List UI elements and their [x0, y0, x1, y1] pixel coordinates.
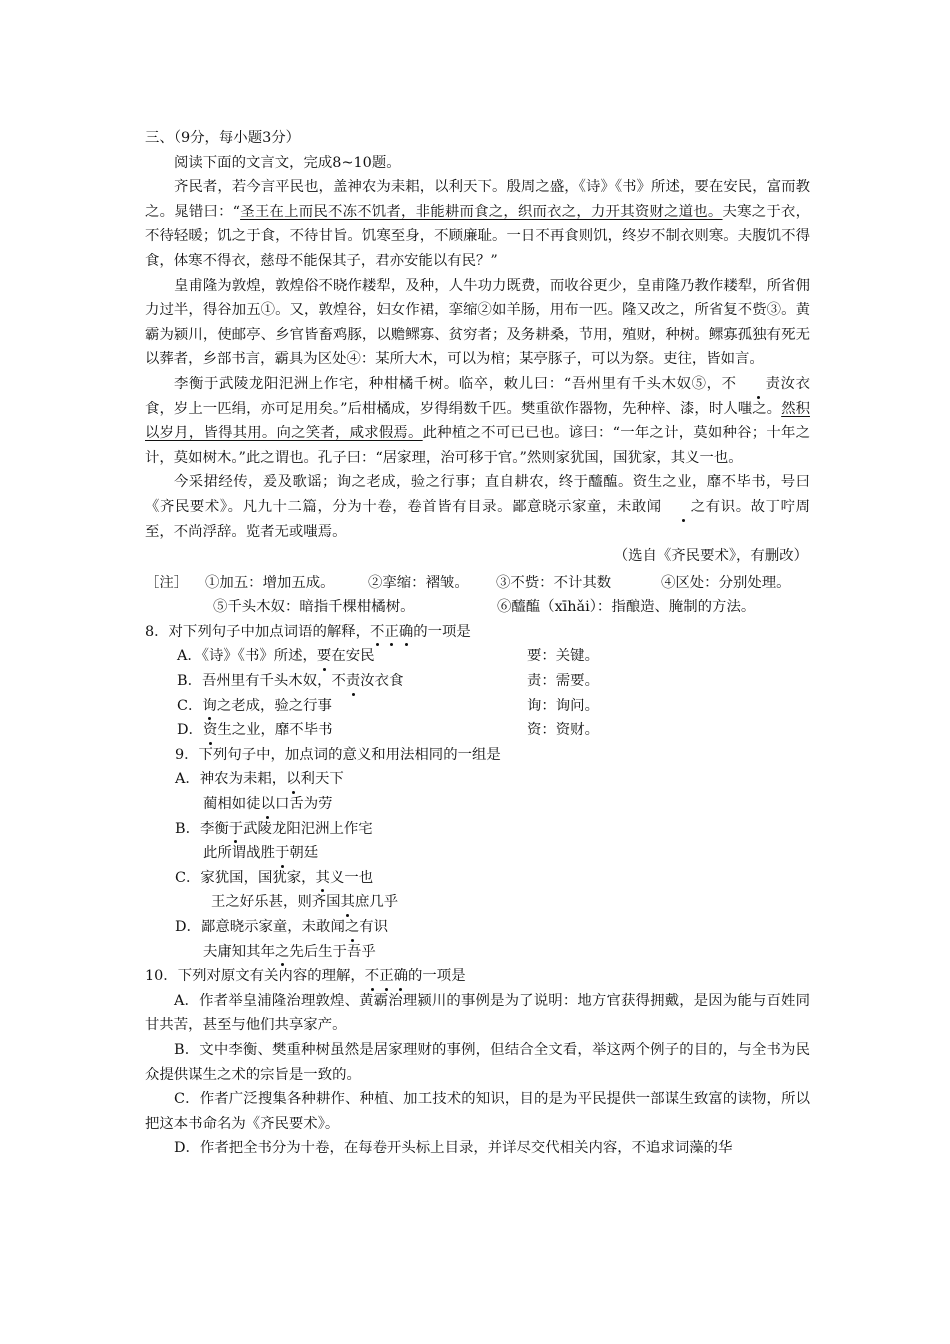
q9-option-c-1	[145, 866, 810, 891]
underlined-sentence-1: 圣王在上而民不冻不饥者，非能耕而食之，织而衣之，力开其资财之道也。	[240, 203, 723, 220]
q8-option-d-text	[177, 718, 527, 743]
q9-option-c-2	[145, 890, 810, 915]
text-run: 口舌为劳	[274, 796, 333, 813]
q8-option-c	[145, 694, 810, 719]
note-2: ②挛缩：褶皱。	[368, 574, 469, 591]
text-run: A．神农为耒耜，	[175, 771, 287, 788]
dotted-word: 正	[379, 964, 393, 989]
q8-option-c-text	[177, 694, 527, 719]
note-6: ⑥醯醢（xīhǎi）：指酿造、腌制的方法。	[497, 599, 756, 616]
dotted-word: 确	[399, 620, 413, 645]
q10-option-a: A．作者举皇浦隆治理敦煌、黄霸治理颍川的事例是为了说明：地方官获得拥戴，是因为能与百姓同甘共苦，甚至与他们共享家产。	[145, 992, 810, 1034]
q9-option-a-1	[145, 767, 810, 792]
text-run: 齐民者，若今言平民也，盖神农为耒耜，以利天下。殷周之盛，《诗》《书》所述，要在安民，富而教之。晁错曰：“	[145, 179, 810, 220]
text-run: 夫寒之于衣，不待轻暖；饥之于食，不待甘旨。饥寒至身，不顾廉耻。一日不再食则饥，终岁不制衣则寒。夫腹饥不得食，体寒不得衣，慈母不能保其子，君亦安能以有民？”	[145, 203, 810, 269]
q8-option-a-text	[177, 644, 527, 669]
q8-stem	[145, 620, 810, 645]
text-run: 庶几乎	[354, 894, 399, 911]
text-run: 汝衣食	[360, 673, 404, 690]
q9-option-d-1	[145, 915, 810, 940]
text-run: 李衡于武陵龙阳汜洲上作宅，种柑橘千树。临卒，敕儿曰：“吾州里有千头木奴⑤，不	[174, 375, 737, 392]
note-4: ④区处：分别处理。	[661, 574, 791, 591]
text-run: 武陵龙阳汜洲上作宅	[243, 820, 373, 837]
text-run: 夫庸知其年	[203, 943, 275, 960]
text-run: 有识。故丁咛周至，不尚浮辞。览者无或嗤焉。	[145, 498, 810, 540]
q8-option-d	[145, 718, 810, 743]
dotted-word: 以	[261, 792, 275, 817]
dotted-word: 以	[286, 767, 300, 792]
q10-stem	[145, 964, 810, 989]
dotted-word: 责	[346, 669, 360, 694]
passage-paragraph-2: 皇甫隆为敦煌，敦煌俗不晓作耧犁，及种，人牛功力既费，而收谷更少，皇甫隆乃教作耧犁，所省佣力过半，得谷加五①。又，敦煌谷，妇女作裙，挛缩②如羊肠，用布一匹。隆又改之，所省复不赀③。黄霸为颍川，使邮亭、乡官皆畜鸡豚，以赡鳏寡、贫穷者；及务耕桑，节用，殖财，种树。鳏寡孤独有死无以葬者，乡部书言，霸具为区处④：某所大木，可以为棺；某亭豚子，可以为祭。吏往，皆如言。	[145, 277, 810, 368]
text-run: 的一项是	[408, 968, 466, 985]
dotted-word: 责	[737, 372, 780, 397]
text-run: 在安民	[331, 648, 375, 665]
text-run: 蔺相如徒	[203, 796, 261, 813]
q8-option-b-gloss: 责：需要。	[527, 673, 599, 690]
q8-option-a	[145, 644, 810, 669]
dotted-word: 要	[317, 644, 331, 669]
q8-option-d-gloss: 资：资财。	[527, 722, 599, 739]
text-run: 8．对下列句子中加点词语的解释，	[145, 623, 371, 640]
q10-option-c: C．作者广泛搜集各种耕作、种植、加工技术的知识，目的是为平民提供一部谋生致富的读物，所以把这本书命名为《齐民要术》。	[145, 1091, 810, 1132]
text-run: D．鄙意晓示家童，未敢闻	[175, 919, 345, 935]
notes	[145, 571, 810, 620]
passage-paragraph-3	[145, 372, 810, 470]
text-run: 汝衣食，岁上一匹绢，亦可足用矣。”后柑橘成，岁得绢数千匹。樊重欲作器物，先种梓、漆，时人嗤之。	[145, 375, 810, 417]
dotted-word: 询	[202, 694, 216, 719]
dotted-word: 不	[365, 964, 379, 989]
text-run: B．李衡	[175, 820, 229, 837]
text-run: 有识	[359, 919, 389, 935]
q9-option-a-2	[145, 792, 810, 817]
dotted-word: 其	[341, 890, 355, 915]
text-run: 此种植之不可已已也。谚曰：“一年之计，莫如种谷；十年之计，莫如树木。”此之谓也。孔子曰：“居家理，治可移于官。”然则家犹国，国犹家，其义一也。	[145, 425, 810, 466]
text-run: 义一也	[329, 869, 374, 886]
q8-option-c-gloss: 询：询问。	[527, 697, 599, 714]
text-run: C．家犹国，国犹家，	[175, 869, 316, 886]
notes-row-2	[145, 595, 810, 620]
q9-option-b-1	[145, 817, 810, 842]
text-run: C．	[177, 697, 203, 714]
dotted-word: 确	[394, 964, 408, 989]
text-run: 朝廷	[289, 845, 319, 862]
text-run: 今采捃经传，爰及歌谣；询之老成，验之行事；直自耕农，终于醯醢。资生之业，靡不毕书，号曰《齐民要术》。凡九十二篇，分为十卷，卷首皆有目录。鄙意晓示家童，未敢闻	[145, 474, 810, 515]
text-run: D．	[177, 722, 203, 739]
notes-label: ［注］	[145, 574, 189, 591]
text-run: 利天下	[300, 771, 344, 788]
text-run: 10．下列对原文有关内容的理解，	[145, 968, 365, 985]
dotted-word: 于	[275, 841, 289, 866]
q9-stem: 9．下列句子中，加点词的意义和用法相同的一组是	[175, 746, 501, 763]
section-instruction: 阅读下面的文言文，完成8~10题。	[174, 154, 401, 171]
q8-option-b	[145, 669, 810, 694]
q8-option-b-text	[177, 669, 527, 694]
notes-row-1	[145, 571, 810, 596]
dotted-word: 资	[203, 718, 217, 743]
exam-page	[145, 126, 810, 1161]
note-5: ⑤千头木奴：暗指千棵柑橘树。	[213, 599, 415, 616]
note-3: ③不赀：不计其数	[496, 574, 612, 591]
text-run: 之老成，验之行事	[216, 697, 332, 714]
text-run: 的一项是	[413, 623, 471, 640]
text-run: B．吾州里有千头木奴，不	[177, 673, 346, 690]
q9-option-b-2	[145, 841, 810, 866]
notes-spacer	[145, 595, 213, 620]
underlined-sentence-2: 然积以岁月，皆得其用。向之笑者，咸求假焉。	[145, 400, 810, 442]
dotted-word: 不	[370, 620, 384, 645]
q10-option-b: B．文中李衡、樊重种树虽然是居家理财的事例，但结合全文看，举这两个例子的目的，与全书为民众提供谋生之术的宗旨是一致的。	[145, 1041, 810, 1083]
dotted-word: 正	[384, 620, 398, 645]
dotted-word: 其	[316, 866, 330, 891]
q10-option-d: D．作者把全书分为十卷，在每卷开头标上目录，并详尽交代相关内容，不追求词藻的华	[174, 1140, 733, 1157]
section-heading: 三、（9分，每小题3分）	[145, 130, 301, 146]
text-run: 王之好乐甚，则齐国	[211, 894, 341, 911]
dotted-word: 之	[275, 940, 289, 965]
note-1: ①加五：增加五成。	[205, 574, 335, 591]
passage-paragraph-4	[145, 470, 810, 544]
q8-option-a-gloss: 要：关键。	[527, 648, 599, 665]
text-run: 生之业，靡不毕书	[217, 722, 333, 739]
passage-source: （选自《齐民要术》，有删改）	[613, 548, 808, 565]
dotted-word: 之	[662, 495, 705, 520]
text-run: 先后生于吾乎	[289, 943, 376, 960]
dotted-word: 于	[229, 817, 243, 842]
text-run: A．《诗》《书》所述，	[177, 648, 317, 665]
q9-option-d-2	[145, 940, 810, 965]
passage-paragraph-1	[145, 175, 810, 273]
text-run: 此所谓战胜	[203, 845, 275, 862]
dotted-word: 之	[345, 915, 359, 940]
